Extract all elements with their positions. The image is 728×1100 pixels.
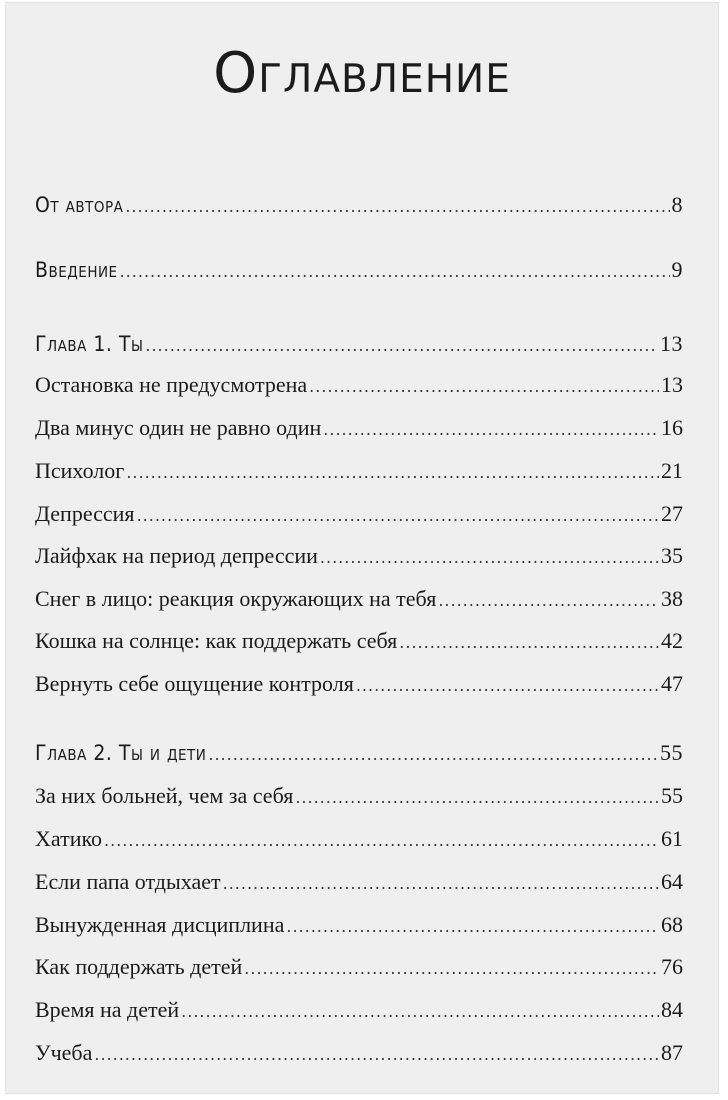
dot-leader xyxy=(295,788,659,807)
toc-entry-page: 13 xyxy=(661,372,683,397)
toc-entry-page: 55 xyxy=(660,740,683,765)
toc-entry xyxy=(35,826,683,852)
toc-entry-label: Учеба xyxy=(35,1040,93,1065)
toc-entry-page: 16 xyxy=(661,415,683,440)
toc-entry xyxy=(35,997,683,1023)
dot-leader xyxy=(120,262,670,281)
toc-entry-label: Как поддержать детей xyxy=(35,954,243,979)
toc-entry-label: Хатико xyxy=(35,826,103,851)
toc-entry-page: 47 xyxy=(661,671,683,696)
dot-leader xyxy=(145,336,658,355)
dot-leader xyxy=(320,548,659,567)
toc-entry xyxy=(35,372,683,398)
toc-entry-label: Лайфхак на период депрессии xyxy=(35,543,318,568)
toc-entry-page: 64 xyxy=(661,869,683,894)
page-title: Оглавление xyxy=(213,41,511,106)
toc-entry-label: Глава 2. Ты и дети xyxy=(35,741,207,765)
page-sheet xyxy=(5,2,719,1094)
toc-entry xyxy=(35,869,683,895)
toc-entry-label: Кошка на солнце: как поддержать себя xyxy=(35,628,398,653)
dot-leader xyxy=(323,420,659,439)
toc-entry-page: 61 xyxy=(661,826,683,851)
toc-entry xyxy=(35,1040,683,1066)
toc-entry-label: От автора xyxy=(35,193,124,217)
toc-entry xyxy=(35,783,683,809)
dot-leader xyxy=(399,633,659,652)
toc-entry-page: 68 xyxy=(661,912,683,937)
dot-leader xyxy=(356,676,659,695)
toc-entry-page: 21 xyxy=(661,458,683,483)
toc-entry-label: За них больней, чем за себя xyxy=(35,783,294,808)
dot-leader xyxy=(181,1002,659,1021)
dot-leader xyxy=(125,197,669,216)
toc-entry xyxy=(35,586,683,612)
toc-entry xyxy=(35,671,683,697)
toc-entry xyxy=(35,628,683,654)
dot-leader xyxy=(126,463,659,482)
toc-entry-page: 84 xyxy=(661,997,683,1022)
toc-entry-page: 38 xyxy=(661,586,683,611)
toc-entry-page: 9 xyxy=(671,257,683,282)
dot-leader xyxy=(137,506,659,525)
toc-entry-page: 55 xyxy=(661,783,683,808)
toc-entry-page: 42 xyxy=(661,628,683,653)
dot-leader xyxy=(244,959,659,978)
dot-leader xyxy=(223,874,659,893)
toc-entry-label: Вынужденная дисциплина xyxy=(35,912,285,937)
toc-entry-page: 87 xyxy=(661,1040,683,1065)
dot-leader xyxy=(309,377,659,396)
toc-entry-chapter-1 xyxy=(35,331,683,357)
toc-entry xyxy=(35,912,683,938)
toc-entry-introduction xyxy=(35,257,683,283)
dot-leader xyxy=(94,1045,659,1064)
toc-entry-label: Если папа отдыхает xyxy=(35,869,221,894)
toc-entry-label: Два минус один не равно один xyxy=(35,415,322,440)
toc-entry-label: Время на детей xyxy=(35,997,180,1022)
dot-leader xyxy=(104,831,659,850)
toc-entry-label: Вернуть себе ощущение контроля xyxy=(35,671,354,696)
toc-entry-page: 76 xyxy=(661,954,683,979)
toc-entry-label: Снег в лицо: реакция окружающих на тебя xyxy=(35,586,437,611)
toc-entry xyxy=(35,543,683,569)
dot-leader xyxy=(208,745,658,764)
toc-entry-label: Депрессия xyxy=(35,501,135,526)
toc-entry-label: Психолог xyxy=(35,458,125,483)
toc-entry xyxy=(35,954,683,980)
toc-entry xyxy=(35,458,683,484)
toc-entry-label: Введение xyxy=(35,258,118,282)
toc-entry-page: 8 xyxy=(671,192,683,217)
toc-entry-page: 27 xyxy=(661,501,683,526)
toc-entry-from-author xyxy=(35,192,683,218)
toc-entry-page: 35 xyxy=(661,543,683,568)
toc-entry-chapter-2 xyxy=(35,740,683,766)
toc-entry-page: 13 xyxy=(660,331,683,356)
toc-entry-label: Остановка не предусмотрена xyxy=(35,372,308,397)
toc-entry xyxy=(35,501,683,527)
dot-leader xyxy=(286,917,659,936)
dot-leader xyxy=(438,591,659,610)
toc-entry-label: Глава 1. Ты xyxy=(35,332,144,356)
toc-entry xyxy=(35,415,683,441)
